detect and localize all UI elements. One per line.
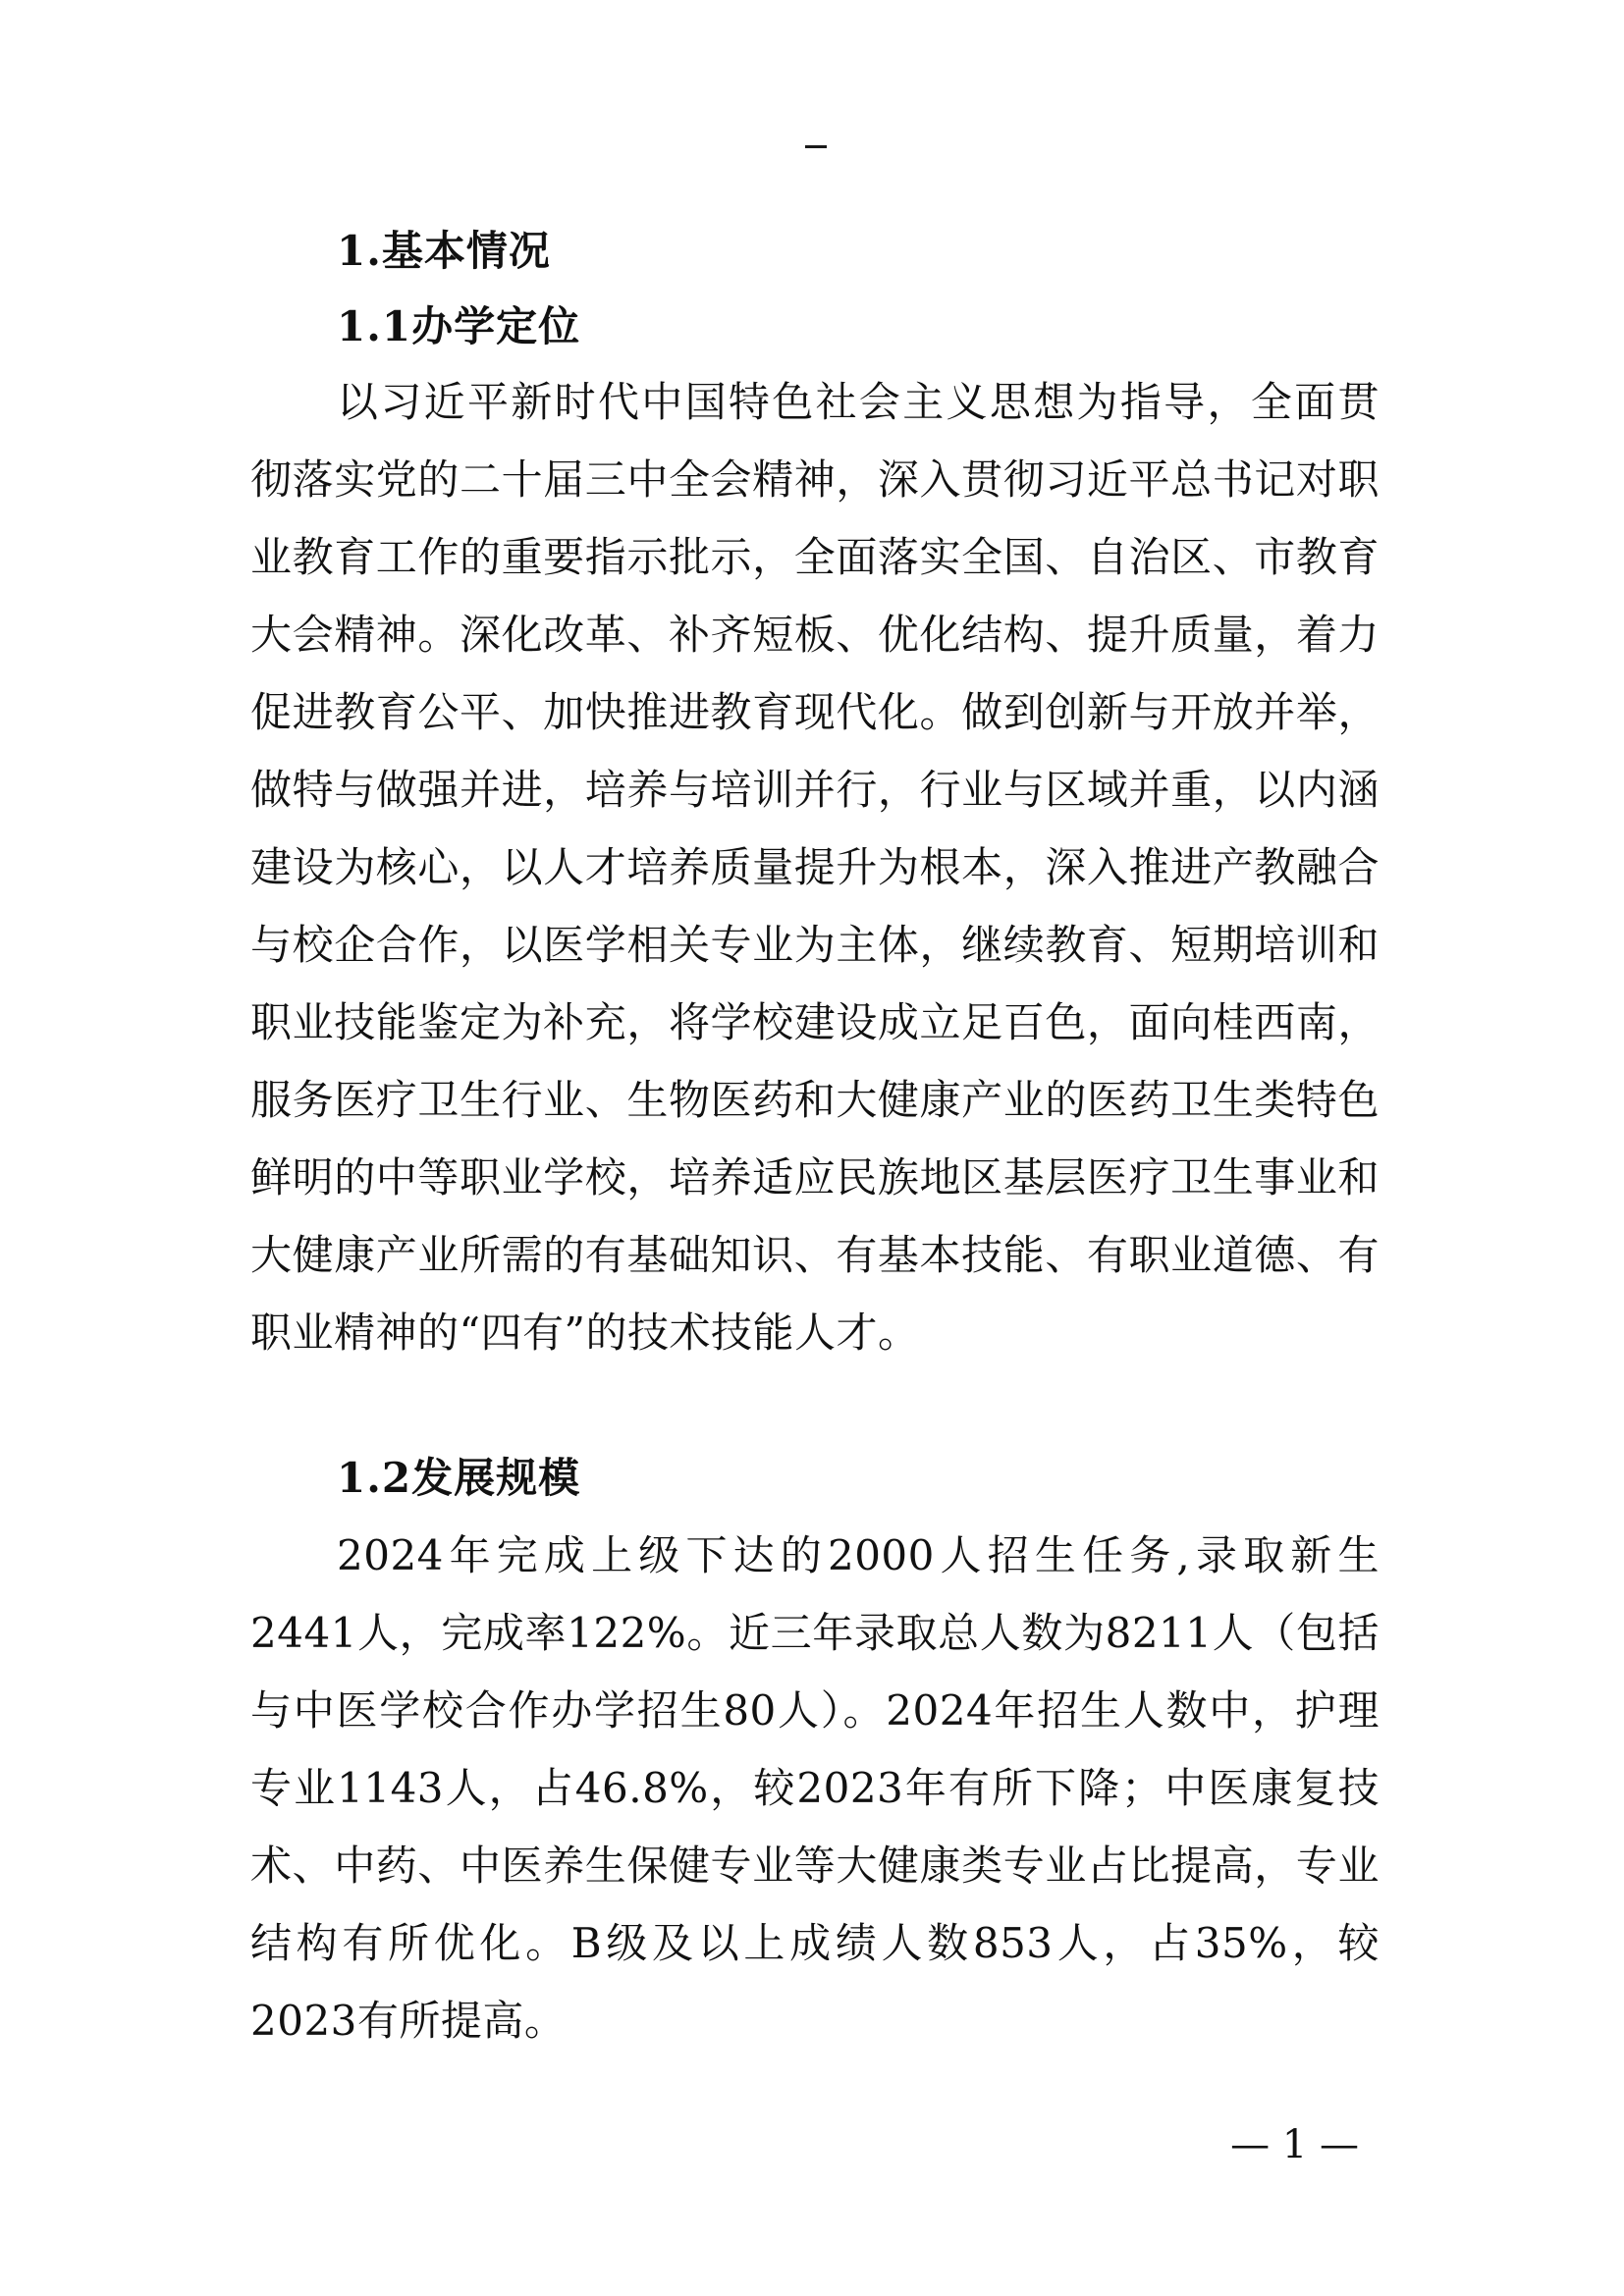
heading-school-positioning: 1.1办学定位 [337,302,581,350]
top-dash-mark [805,145,827,148]
heading-development-scale: 1.2发展规模 [337,1454,581,1502]
page-number: — 1 — [1230,2122,1359,2167]
heading-basic-situation: 1.基本情况 [337,227,551,275]
paragraph-development-scale: 2024年完成上级下达的2000人招生任务,录取新生2441人，完成率122%。近三年录取总人数为8211人（包括与中医学校合作办学招生80人）。2024年招生人数中，护理专业1143人，占46.8%，较2023年有所下降；中医康复技术、中药、中医养生保健专业等大健康类专业占比提高，专业结构有所优化。B级及以上成绩人数853人，占35%，较2023有所提高。 [250,1531,1380,2045]
paragraph-school-positioning: 以习近平新时代中国特色社会主义思想为指导，全面贯彻落实党的二十届三中全会精神，深入贯彻习近平总书记对职业教育工作的重要指示批示，全面落实全国、自治区、市教育大会精神。深化改革、补齐短板、优化结构、提升质量，着力促进教育公平、加快推进教育现代化。做到创新与开放并举，做特与做强并进，培养与培训并行，行业与区域并重，以内涵建设为核心，以人才培养质量提升为根本，深入推进产教融合与校企合作，以医学相关专业为主体，继续教育、短期培训和职业技能鉴定为补充，将学校建设成立足百色，面向桂西南，服务医疗卫生行业、生物医药和大健康产业的医药卫生类特色鲜明的中等职业学校，培养适应民族地区基层医疗卫生事业和大健康产业所需的有基础知识、有基本技能、有职业道德、有职业精神的“四有”的技术技能人才。 [250,378,1380,1357]
